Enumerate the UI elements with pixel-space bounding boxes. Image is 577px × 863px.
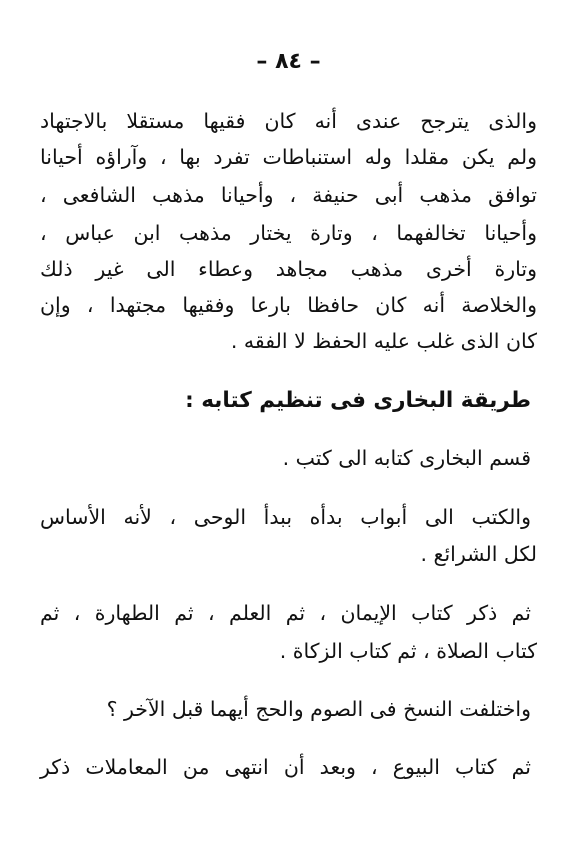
paragraph-line: ولم يكن مقلدا وله استنباطات تفرد بها ، وآراؤه أحيانا (40, 145, 537, 169)
section-line: ثم ذكر كتاب الإيمان ، ثم العلم ، ثم الطهارة ، ثم (40, 601, 531, 625)
section-heading: طريقة البخارى فى تنظيم كتابه : (185, 388, 531, 413)
section-line: كتاب الصلاة ، ثم كتاب الزكاة . (279, 639, 537, 663)
paragraph-line: توافق مذهب أبى حنيفة ، وأحيانا مذهب الشافعى ، (40, 183, 537, 207)
section-line: لكل الشرائع . (420, 542, 537, 566)
paragraph-line: والذى يترجح عندى أنه كان فقيها مستقلا بالاجتهاد (40, 109, 537, 133)
section-line: قسم البخارى كتابه الى كتب . (282, 446, 531, 470)
section-line: ثم كتاب البيوع ، وبعد أن انتهى من المعاملات ذكر (40, 755, 531, 779)
section-line: والكتب الى أبواب بدأه ببدأ الوحى ، لأنه الأساس (40, 505, 531, 529)
paragraph-line: كان الذى غلب عليه الحفظ لا الفقه . (230, 329, 537, 353)
paragraph-line: والخلاصة أنه كان حافظا بارعا وفقيها مجتهدا ، وإن (40, 293, 537, 317)
page-number: – ٨٤ – (256, 49, 321, 74)
paragraph-line: وتارة أخرى مذهب مجاهد وعطاء الى غير ذلك (40, 257, 537, 281)
paragraph-line: وأحيانا تخالفهما ، وتارة يختار مذهب ابن عباس ، (40, 221, 537, 245)
section-line: واختلفت النسخ فى الصوم والحج أيهما قبل الآخر ؟ (106, 697, 531, 721)
